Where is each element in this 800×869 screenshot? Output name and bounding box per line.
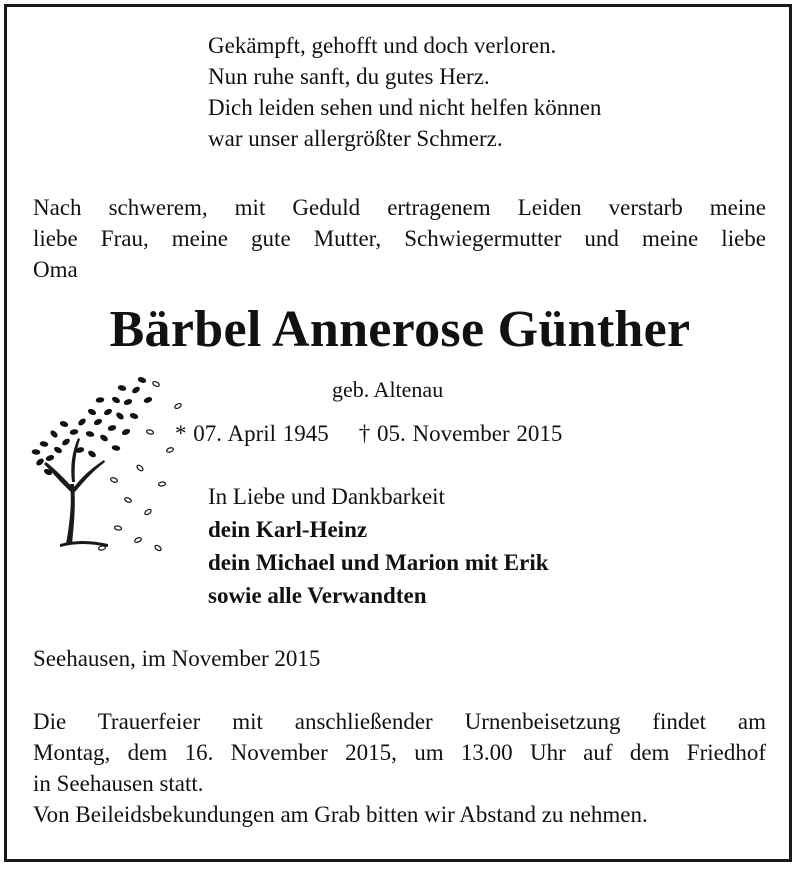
birth-name: geb. Altenau [332, 377, 444, 402]
intro-line: Nach schwerem, mit Geduld ertragenem Leiden verstarb meine [33, 195, 766, 220]
funeral-line: Montag, dem 16. November 2015, um 13.00 Uhr auf dem Friedhof [33, 740, 766, 765]
place-and-date: Seehausen, im November 2015 [33, 646, 321, 671]
tree-with-falling-leaves-icon [30, 372, 190, 562]
funeral-info [33, 706, 766, 830]
poem-line: Gekämpft, gehofft und doch verloren. [208, 33, 557, 58]
intro-line: Oma [33, 257, 78, 282]
life-dates [175, 421, 562, 447]
funeral-line: Die Trauerfeier mit anschließender Urnenbeisetzung findet am [33, 709, 766, 734]
signer-line: dein Karl-Heinz [208, 517, 368, 542]
poem-line: Nun ruhe sanft, du gutes Herz. [208, 64, 490, 89]
death-date: † 05. November 2015 [358, 421, 563, 446]
poem [208, 30, 601, 154]
signers [208, 480, 549, 612]
poem-line: Dich leiden sehen und nicht helfen können [208, 95, 602, 120]
deceased-name: Bärbel Annerose Günther [109, 301, 691, 358]
birth-date: * 07. April 1945 [175, 421, 329, 446]
signer-line: dein Michael und Marion mit Erik [208, 550, 549, 575]
poem-line: war unser allergrößter Schmerz. [208, 126, 503, 151]
signers-intro: In Liebe und Dankbarkeit [208, 484, 445, 509]
funeral-line: in Seehausen statt. [33, 771, 204, 796]
intro-text [33, 192, 766, 285]
signer-line: sowie alle Verwandten [208, 583, 427, 608]
funeral-line: Von Beileidsbekundungen am Grab bitten wir Abstand zu nehmen. [33, 802, 648, 827]
intro-line: liebe Frau, meine gute Mutter, Schwiegermutter und meine liebe [33, 226, 766, 251]
